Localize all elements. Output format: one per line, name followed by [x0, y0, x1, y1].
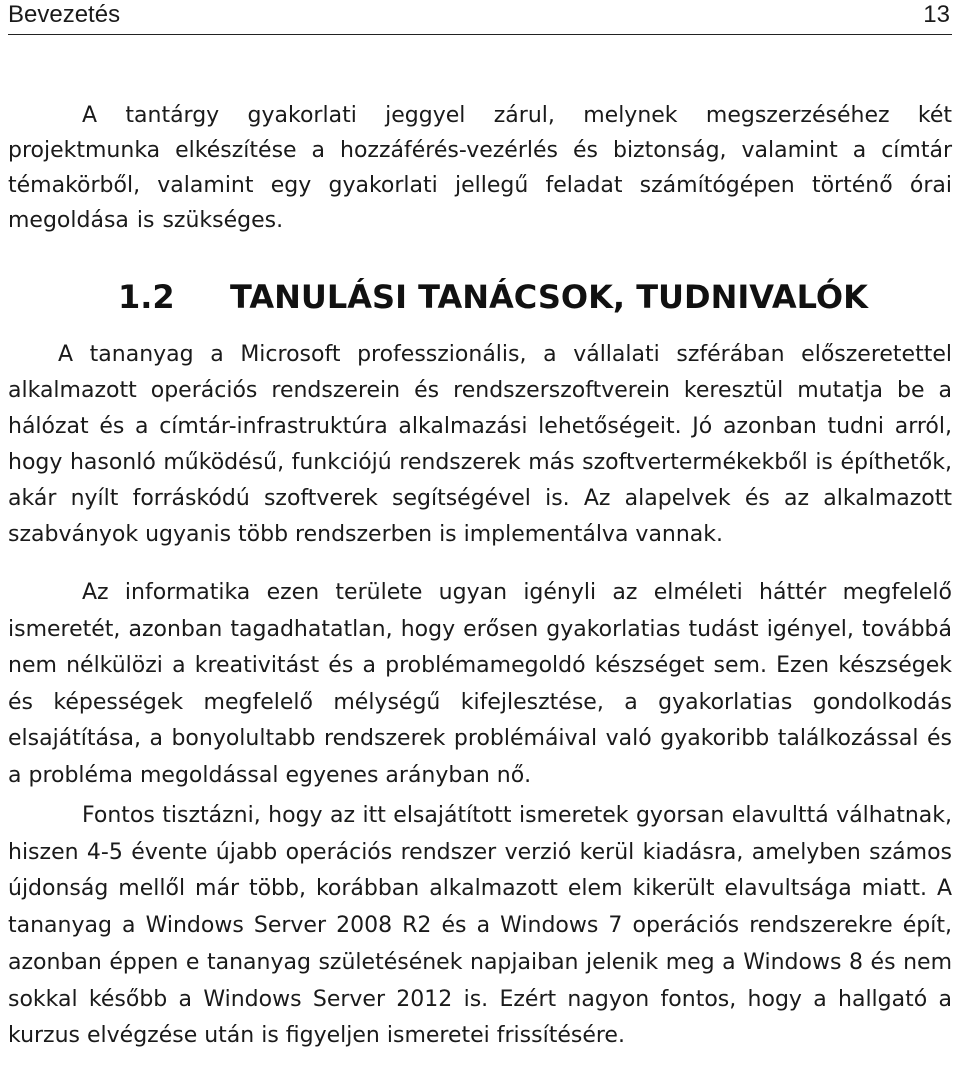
intro-paragraph: A tantárgy gyakorlati jeggyel zárul, melynek megszerzéséhez két projektmunka elkészítése a hozzáférés-vezérlés és biztonság, valamint a címtár témakörből, valamint egy gyakorlati jellegű feladat számítógépen történő órai megoldása is szükséges.	[8, 103, 952, 233]
paragraph-block-1	[8, 337, 952, 553]
header-page-number: 13	[923, 1, 950, 28]
running-header	[8, 0, 952, 35]
section-title: TANULÁSI TANÁCSOK, TUDNIVALÓK	[230, 278, 868, 316]
body-paragraph-1: A tananyag a Microsoft professzionális, a vállalati szférában előszeretettel alkalmazott operációs rendszerein és rendszerszoftverein keresztül mutatja be a hálózat és a címtár-infrastruktúra alkalmazási lehetőségeit. Jó azonban tudni arról, hogy hasonló működésű, funkciójú rendszerek más szoftvertermékekből is építhetők, akár nyílt forráskódú szoftverek segítségével is. Az alapelvek és az alkalmazott szabványok ugyanis több rendszerben is implementálva vannak.	[8, 342, 952, 547]
header-section-title: Bevezetés	[8, 1, 121, 28]
section-number: 1.2	[118, 278, 175, 316]
section-heading	[118, 278, 868, 316]
intro-paragraph-block	[8, 98, 952, 238]
body-paragraph-2: Az informatika ezen területe ugyan igényli az elméleti háttér megfelelő ismeretét, azonban tagadhatatlan, hogy erősen gyakorlatias tudást igényel, továbbá nem nélkülözi a kreativitást és a problémamegoldó készséget sem. Ezen készségek és képességek megfelelő mélységű kifejlesztése, a gyakorlatias gondolkodás elsajátítása, a bonyolultabb rendszerek problémáival való gyakoribb találkozással és a probléma megoldással egyenes arányban nő.	[8, 580, 952, 788]
paragraph-block-3	[8, 798, 952, 1055]
paragraph-block-2	[8, 575, 952, 794]
body-paragraph-3: Fontos tisztázni, hogy az itt elsajátított ismeretek gyorsan elavulttá válhatnak, hiszen 4-5 évente újabb operációs rendszer verzió kerül kiadásra, amelyben számos újdonság mellől már több, korábban alkalmazott elem kikerült elavultsága miatt. A tananyag a Windows Server 2008 R2 és a Windows 7 operációs rendszerekre épít, azonban éppen e tananyag születésének napjaiban jelenik meg a Windows 8 és nem sokkal később a Windows Server 2012 is. Ezért nagyon fontos, hogy a hallgató a kurzus elvégzése után is figyeljen ismeretei frissítésére.	[8, 803, 952, 1049]
